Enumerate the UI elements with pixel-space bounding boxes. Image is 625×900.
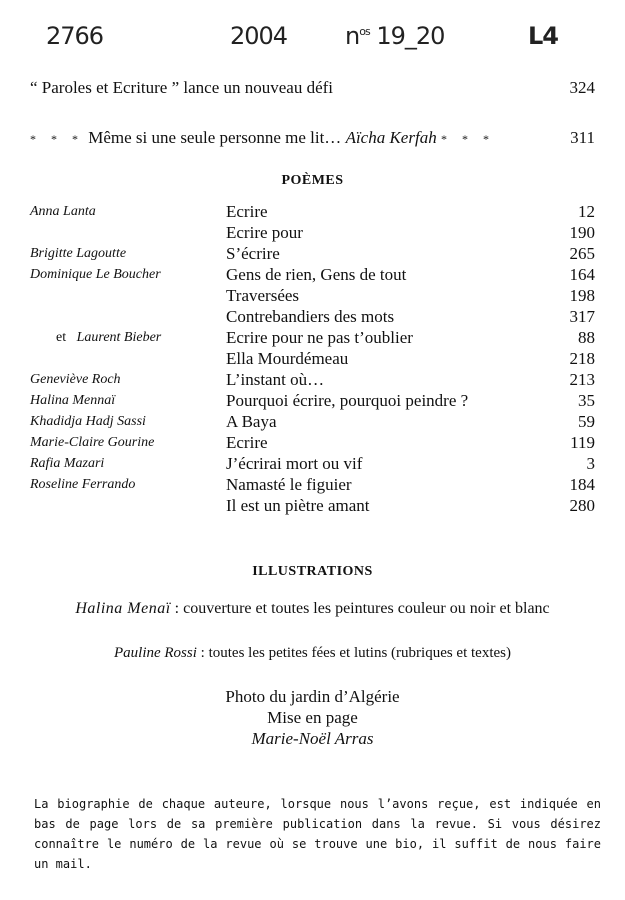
poem-page: 198 [569, 285, 595, 305]
handwritten-issue-prefix: n [345, 22, 360, 50]
poem-row [30, 327, 595, 348]
illustrator-name: Pauline Rossi [113, 645, 197, 661]
poem-page: 88 [578, 327, 595, 347]
toc-entry-author: Aïcha Kerfah [345, 128, 437, 147]
poem-title: J’écrirai mort ou vif [226, 453, 363, 473]
poem-page: 164 [569, 264, 595, 284]
poem-title: Il est un piètre amant [226, 495, 370, 515]
poem-row [30, 222, 595, 243]
poem-title: Ecrire [226, 432, 268, 452]
poem-row [30, 369, 595, 390]
illustration-credit-menai [0, 600, 625, 618]
illustrations-heading: ILLUSTRATIONS [252, 564, 373, 579]
toc-entry-meme [30, 128, 595, 148]
poem-row [30, 390, 595, 411]
poem-page: 218 [569, 348, 595, 368]
poem-author: Geneviève Roch [30, 371, 121, 387]
poem-title: Ecrire pour [226, 222, 303, 242]
poem-page: 59 [578, 411, 595, 431]
poems-heading: POÈMES [281, 173, 344, 188]
poem-page: 12 [578, 201, 595, 221]
illustration-description: : couverture et toutes les peintures couleur ou noir et blanc [170, 600, 550, 617]
poem-row [30, 264, 595, 285]
toc-entry-page: 311 [570, 128, 595, 147]
poem-row [30, 474, 595, 495]
poem-title: A Baya [226, 411, 277, 431]
poem-row [30, 495, 595, 516]
poem-author: Halina Mennaï [30, 392, 116, 408]
poems-list [30, 201, 595, 516]
poem-page: 35 [578, 390, 595, 410]
poem-title: Namasté le figuier [226, 474, 352, 494]
poem-page: 184 [569, 474, 595, 494]
toc-entry-title [30, 128, 495, 148]
poem-page: 265 [569, 243, 595, 263]
handwritten-code: L4 [528, 22, 558, 50]
poem-author: Rafia Mazari [30, 455, 105, 471]
handwritten-archive-number: 2766 [46, 22, 104, 50]
layout-credit-label: Mise en page [267, 708, 358, 727]
poem-title: Ella Mourdémeau [226, 348, 349, 368]
poem-row [30, 201, 595, 222]
poem-page: 190 [569, 222, 595, 242]
poem-title: Ecrire pour ne pas t’oublier [226, 327, 413, 347]
poem-author [30, 330, 226, 346]
poem-author: Khadidja Hadj Sassi [30, 413, 146, 429]
poem-title: S’écrire [226, 243, 280, 263]
poem-author: Marie-Claire Gourine [30, 434, 155, 450]
poem-row [30, 285, 595, 306]
handwritten-issue [345, 22, 444, 50]
poem-title: Traversées [226, 285, 300, 305]
toc-entry-page: 324 [569, 78, 595, 97]
biography-note: La biographie de chaque auteure, lorsque nous l’avons reçue, est indiquée en bas de page lors de sa première publication dans la revue. Si vous désirez connaître le numéro de la revue où se trouve une bio, il suffit de nous faire un mail. [34, 797, 601, 871]
poem-page: 280 [569, 495, 595, 515]
poem-row [30, 306, 595, 327]
poem-author: Anna Lanta [30, 203, 96, 219]
poem-row [30, 411, 595, 432]
poem-author: Brigitte Lagoutte [30, 245, 127, 261]
poem-title: L’instant où… [226, 369, 325, 389]
poem-row [30, 453, 595, 474]
poem-page: 119 [570, 432, 595, 452]
toc-entry-text: Même si une seule personne me lit… [88, 128, 342, 147]
photo-credit: Photo du jardin d’Algérie [225, 687, 400, 706]
illustrator-name: Halina Menaï [75, 600, 171, 617]
handwritten-issue-sup: os [359, 25, 370, 38]
illustration-description: : toutes les petites fées et lutins (rubriques et textes) [196, 645, 511, 661]
poem-page: 213 [569, 369, 595, 389]
poem-row [30, 348, 595, 369]
poem-title: Contrebandiers des mots [226, 306, 395, 326]
star-ornament: * * * [440, 132, 495, 146]
handwritten-year: 2004 [230, 22, 288, 50]
poem-author: Roseline Ferrando [30, 476, 136, 492]
poem-page: 3 [586, 453, 595, 473]
toc-entry-title: “ Paroles et Ecriture ” lance un nouveau défi [30, 78, 334, 97]
poem-title: Ecrire [226, 201, 268, 221]
layout-credit-name: Marie-Noël Arras [251, 729, 374, 748]
poem-author-conjunction: et [56, 329, 67, 345]
poem-row [30, 432, 595, 453]
star-ornament: * * * [30, 132, 84, 146]
poem-title: Gens de rien, Gens de tout [226, 264, 407, 284]
illustration-credit-rossi [0, 645, 625, 662]
handwritten-issue-number: 19_20 [376, 22, 445, 50]
toc-entry-paroles [30, 78, 595, 98]
poem-author-name: Laurent Bieber [76, 329, 162, 345]
poem-page: 317 [569, 306, 595, 326]
poem-author: Dominique Le Boucher [30, 266, 161, 282]
poem-row [30, 243, 595, 264]
poem-title: Pourquoi écrire, pourquoi peindre ? [226, 390, 469, 410]
